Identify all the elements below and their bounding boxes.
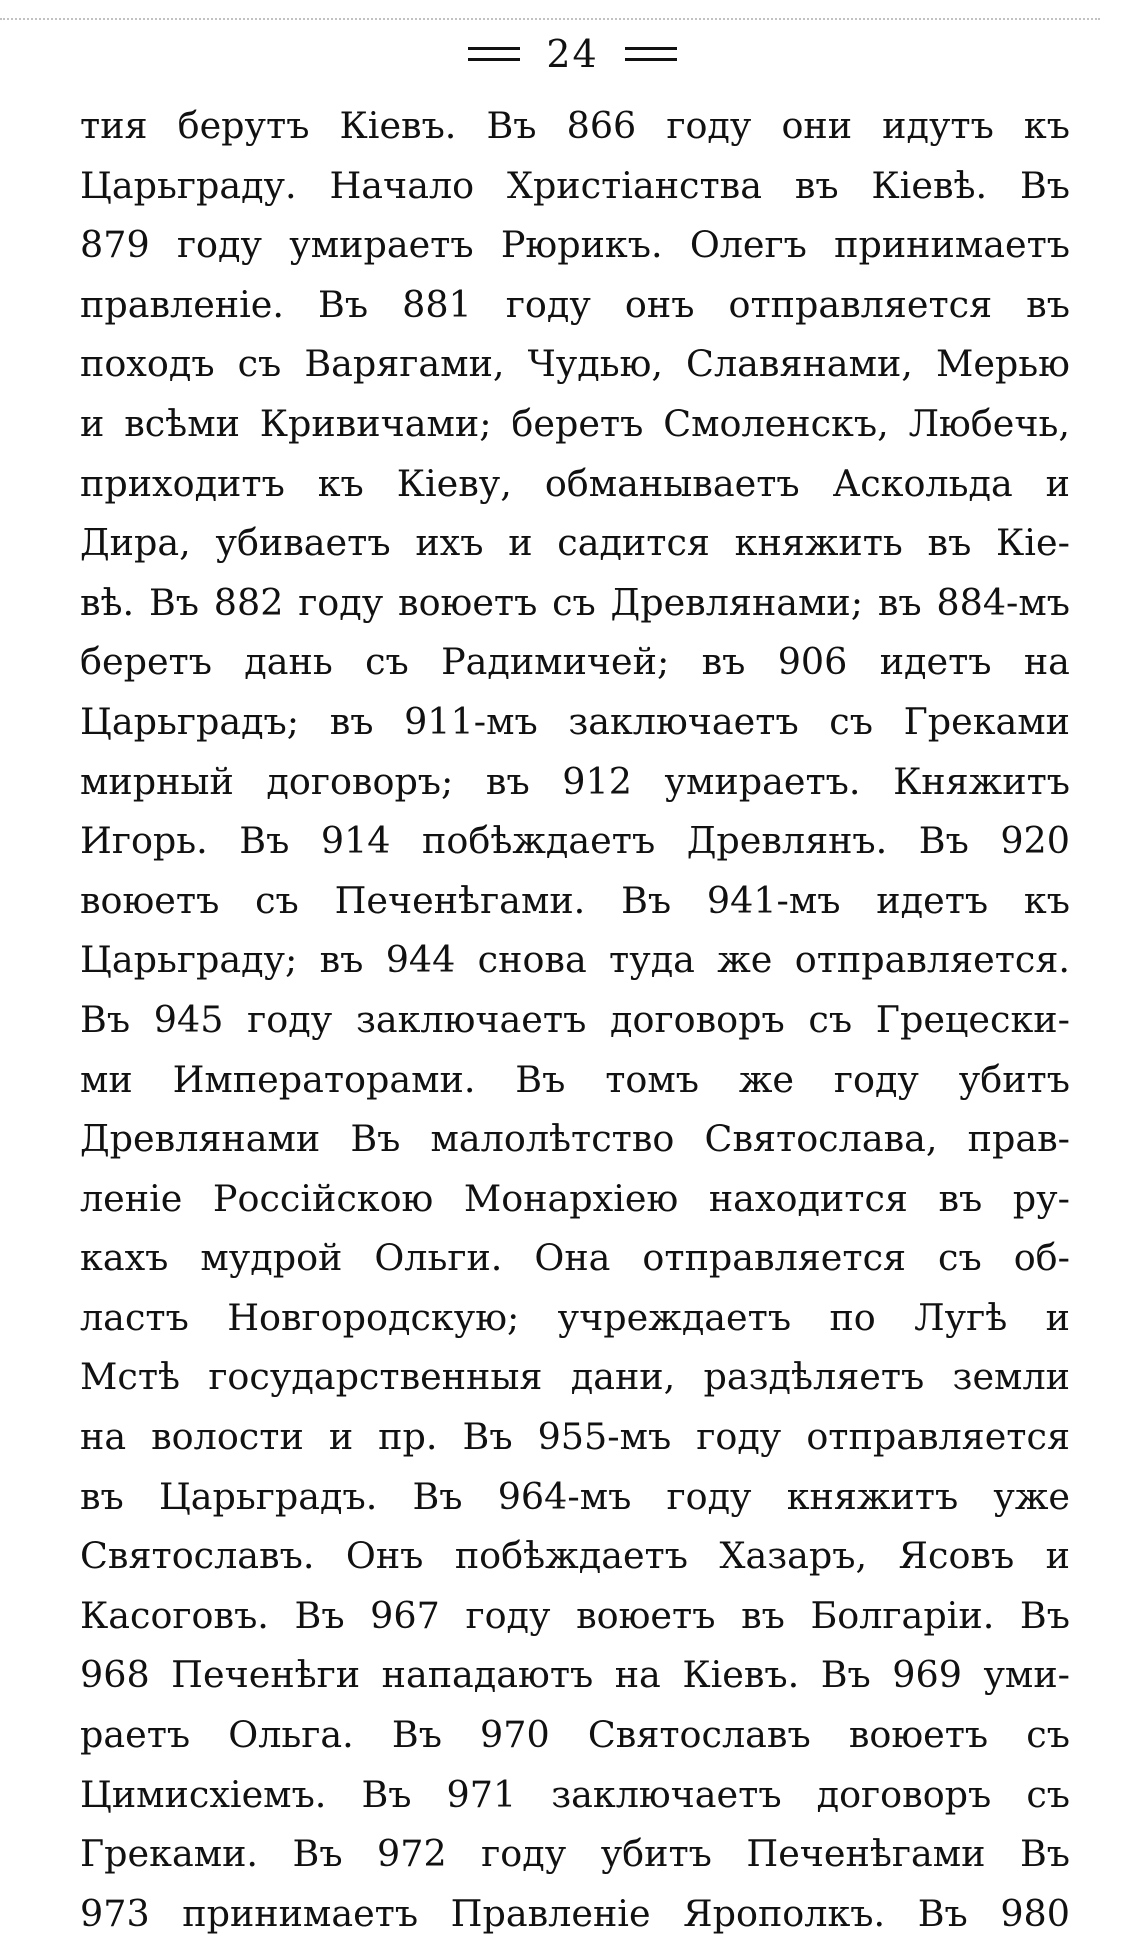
text-line: приходитъ къ Кіеву, обманываетъ Аскольда и xyxy=(80,461,1070,505)
text-line: Мстѣ государственныя дани, раздѣляетъ земли xyxy=(80,1355,1070,1399)
page-number: 24 xyxy=(546,32,599,76)
text-line: леніе Россійскою Монархіею находится въ ру- xyxy=(80,1176,1070,1220)
text-line: ми Императорами. Въ томъ же году убитъ xyxy=(80,1057,1070,1101)
text-line: на волости и пр. Въ 955-мъ году отправляется xyxy=(80,1415,1070,1459)
scan-edge-rule xyxy=(0,18,1100,20)
text-line: тия берутъ Кіевъ. Въ 866 году они идутъ къ xyxy=(80,104,1070,147)
body-text xyxy=(80,96,1070,1943)
text-line: кахъ мудрой Ольги. Она отправляется съ об- xyxy=(80,1236,1070,1280)
text-line: Игорь. Въ 914 побѣждаетъ Древлянъ. Въ 920 xyxy=(80,819,1070,863)
right-ornament-dash xyxy=(625,47,677,61)
text-line: Касоговъ. Въ 967 году воюетъ въ Болгаріи. Въ xyxy=(80,1593,1070,1637)
text-line: походъ съ Варягами, Чудью, Славянами, Мерью xyxy=(80,342,1070,386)
text-line: ластъ Новгородскую; учреждаетъ по Лугѣ и xyxy=(80,1295,1070,1339)
text-line: и всѣми Кривичами; беретъ Смоленскъ, Любечь, xyxy=(80,401,1070,445)
text-line: воюетъ съ Печенѣгами. Въ 941-мъ идетъ къ xyxy=(80,878,1070,922)
text-line: Царьграду. Начало Христіанства въ Кіевѣ. Въ xyxy=(80,163,1070,207)
left-ornament-dash xyxy=(468,47,520,61)
text-line: Греками. Въ 972 году убитъ Печенѣгами Въ xyxy=(80,1832,1070,1876)
text-line: 973 принимаетъ Правленіе Ярополкъ. Въ 980 xyxy=(80,1891,1070,1935)
text-line: 879 году умираетъ Рюрикъ. Олегъ принимаетъ xyxy=(80,223,1070,267)
text-line: Цимисхіемъ. Въ 971 заключаетъ договоръ съ xyxy=(80,1772,1070,1816)
text-line: Древлянами Въ малолѣтство Святослава, прав- xyxy=(80,1117,1070,1161)
text-line: правленіе. Въ 881 году онъ отправляется въ xyxy=(80,282,1070,326)
text-line: беретъ дань съ Радимичей; въ 906 идетъ на xyxy=(80,640,1070,684)
text-line: раетъ Ольга. Въ 970 Святославъ воюетъ съ xyxy=(80,1713,1070,1757)
text-line: мирный договоръ; въ 912 умираетъ. Княжитъ xyxy=(80,759,1070,803)
text-line: Дира, убиваетъ ихъ и садится княжить въ Кіе- xyxy=(80,521,1070,565)
page-header xyxy=(0,24,1140,84)
text-line: Царьградъ; въ 911-мъ заключаетъ съ Греками xyxy=(80,699,1070,743)
text-line: Святославъ. Онъ побѣждаетъ Хазаръ, Ясовъ и xyxy=(80,1534,1070,1578)
text-line: въ Царьградъ. Въ 964-мъ году княжитъ уже xyxy=(80,1474,1070,1518)
text-line: Царьграду; въ 944 снова туда же отправляется. xyxy=(80,938,1070,982)
text-line: Въ 945 году заключаетъ договоръ съ Грецески- xyxy=(80,997,1070,1041)
text-line: вѣ. Въ 882 году воюетъ съ Древлянами; въ 884-мъ xyxy=(80,580,1070,624)
text-line: 968 Печенѣги нападаютъ на Кіевъ. Въ 969 уми- xyxy=(80,1653,1070,1697)
